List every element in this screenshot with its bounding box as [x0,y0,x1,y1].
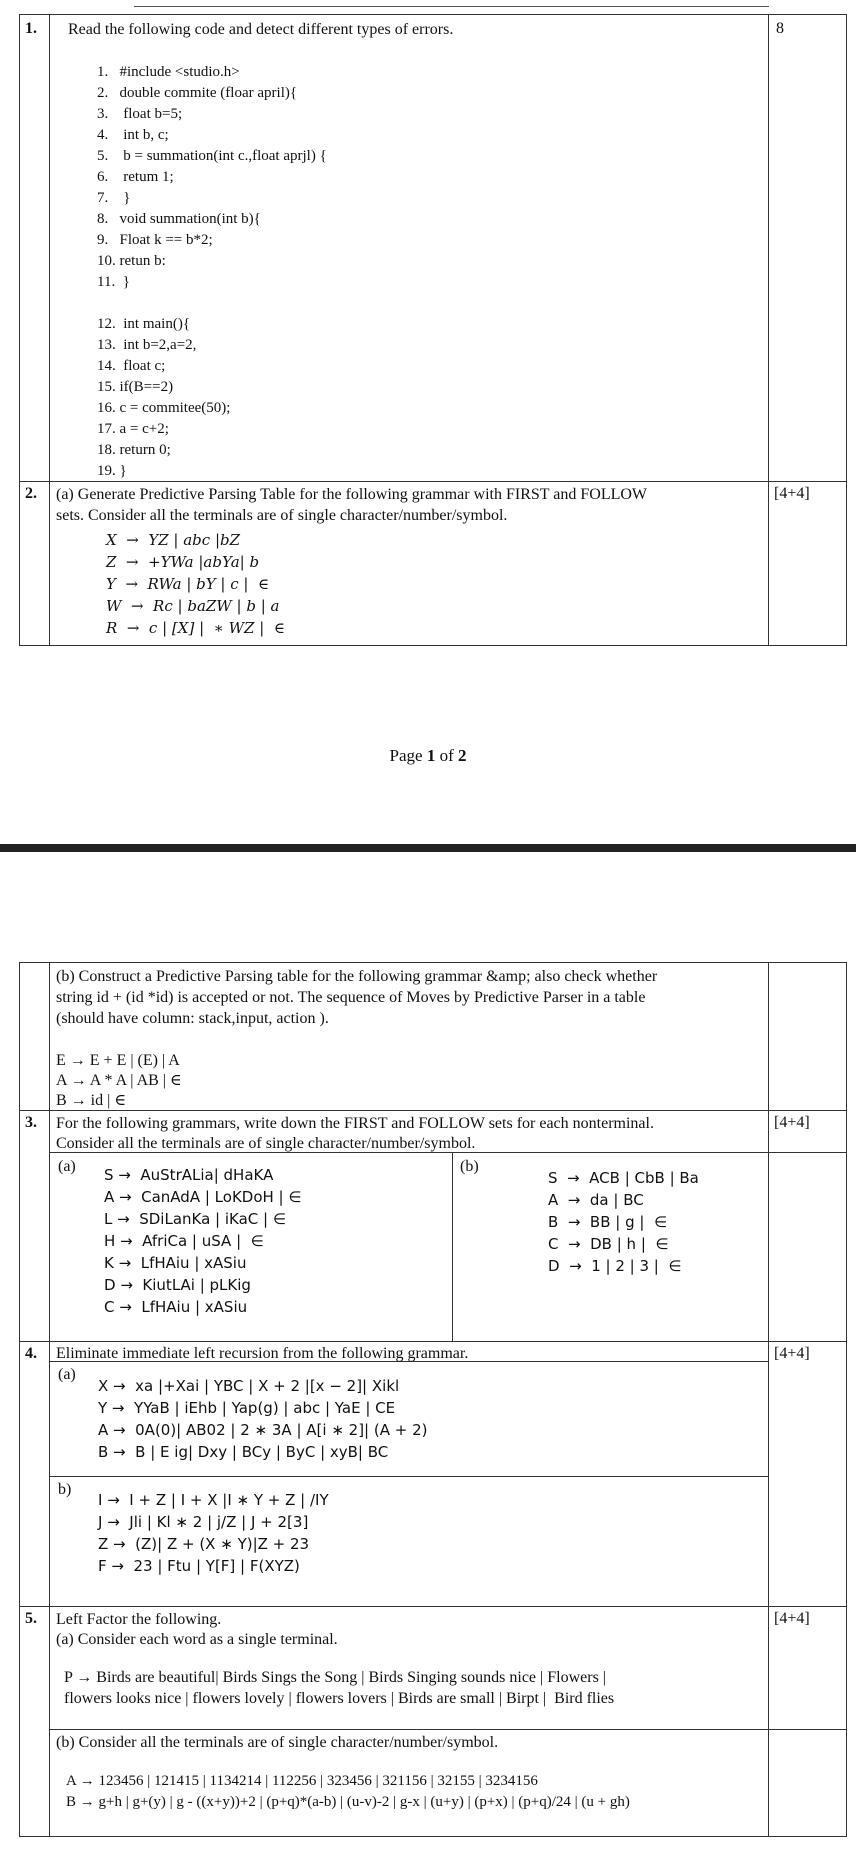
page-2 [0,846,856,1861]
grammar-rule: A → 0A(0)| AB02 | 2 ∗ 3A | A[i ∗ 2]| (A + 2) [98,1421,428,1439]
footer-current-page: 1 [426,746,436,765]
row-divider [19,1606,847,1607]
grammar-rule: X → xa |+Xai | YBC | X + 2 |[x − 2]| Xikl [98,1377,400,1395]
top-rule [134,6,769,7]
grammar-rule: F → 23 | Ftu | Y[F] | F(XYZ) [98,1557,300,1575]
table-left-border [19,14,20,646]
grammar-rule: B → BB | g | ∈ [548,1213,668,1231]
code-line: 4. int b, c; [97,127,169,143]
row-divider [19,1110,847,1111]
row-divider [19,481,847,482]
table-bottom-border [19,645,847,646]
code-line: 2. double commite (floar april){ [97,85,298,101]
question-marks: [4+4] [774,1610,810,1627]
subpart-label: (b) [460,1158,479,1175]
production-line: flowers looks nice | flowers lovely | flowers lovers | Birds are small | Birpt | Bird flies [64,1690,615,1707]
grammar-rule: L → SDiLanKa | iKaC | ∈ [104,1210,286,1228]
question-number: 5. [25,1610,37,1627]
question-text-line: (b) Construct a Predictive Parsing table for the following grammar &amp; also check whether [56,968,658,985]
code-line: 18. return 0; [97,442,171,458]
grammar-rule: B → id | ∈ [56,1092,127,1109]
footer-total-pages: 2 [457,746,467,765]
col-divider-number [49,14,50,646]
question-number: 4. [25,1345,37,1362]
subpart-label: (b) Consider all the terminals are of single character/number/symbol. [56,1734,499,1751]
grammar-rule: I → I + Z | I + X |I ∗ Y + Z | /IY [98,1491,329,1509]
code-line: 14. float c; [97,358,166,374]
code-line: 5. b = summation(int c.,float aprjl) { [97,148,327,164]
row-divider [49,1476,768,1477]
code-line: 15. if(B==2) [97,379,174,395]
grammar-rule: S → ACB | CbB | Ba [548,1169,699,1187]
question-text-line: (should have column: stack,input, action ). [56,1010,329,1027]
code-line: 6. retum 1; [97,169,174,185]
col-divider-number [49,962,50,1837]
code-line: 11. } [97,274,130,290]
question-marks: 8 [776,20,784,37]
code-line: 10. retun b: [97,253,166,269]
grammar-rule: C → DB | h | ∈ [548,1235,669,1253]
grammar-rule: S → AuStrALia| dHaKA [104,1166,274,1184]
code-line: 9. Float k == b*2; [97,232,213,248]
col-divider-marks [768,962,769,1837]
table-top-border [19,14,847,15]
question-prompt-line: (a) Generate Predictive Parsing Table for the following grammar with FIRST and FOLLOW [56,486,648,503]
question-marks: [4+4] [774,1114,810,1131]
grammar-rule: A → CanAdA | LoKDoH | ∈ [104,1188,302,1206]
grammar-rule: C → LfHAiu | xASiu [104,1298,248,1316]
grammar-rule: Y → RWa | bY | c | ∈ [106,575,270,593]
row-divider [49,1729,846,1730]
question-prompt: Eliminate immediate left recursion from the following grammar. [56,1345,469,1362]
production-line: B → g+h | g+(y) | g - ((x+y))+2 | (p+q)*(a-b) | (u-v)-2 | g-x | (u+y) | (p+x) | (p+q)/24 | (u + gh) [66,1794,630,1810]
question-marks: [4+4] [774,485,810,502]
grammar-rule: A → da | BC [548,1191,644,1209]
col-divider-subpart [452,1152,453,1342]
grammar-rule: J → Jli | Kl ∗ 2 | j/Z | J + 2[3] [98,1513,309,1531]
col-divider-marks [768,14,769,646]
grammar-rule: E → E + E | (E) | A [56,1052,180,1069]
question-prompt: Read the following code and detect different types of errors. [68,21,454,38]
subpart-label: (a) Consider each word as a single terminal. [56,1631,338,1648]
production-line: A → 123456 | 121415 | 1134214 | 112256 | 323456 | 321156 | 32155 | 3234156 [66,1773,538,1789]
code-line: 3. float b=5; [97,106,183,122]
footer-prefix: Page [389,746,427,765]
grammar-rule: W → Rc | baZW | b | a [106,597,280,615]
code-line: 7. } [97,190,131,206]
table-top-border [19,962,847,963]
question-prompt-line: For the following grammars, write down the FIRST and FOLLOW sets for each nonterminal. [56,1115,654,1132]
grammar-rule: Z → (Z)| Z + (X ∗ Y)|Z + 23 [98,1535,310,1553]
production-line: P → Birds are beautiful| Birds Sings the Song | Birds Singing sounds nice | Flowers | [64,1669,606,1686]
grammar-rule: D → KiutLAi | pLKig [104,1276,251,1294]
question-prompt-line: sets. Consider all the terminals are of single character/number/symbol. [56,507,508,524]
subpart-label: (a) [58,1366,76,1383]
grammar-rule: R → c | [X] | ∗ WZ | ∈ [106,619,285,637]
question-prompt-line: Consider all the terminals are of single character/number/symbol. [56,1135,476,1152]
code-line: 8. void summation(int b){ [97,211,261,227]
page-1 [0,0,856,840]
question-marks: [4+4] [774,1345,810,1362]
code-line: 1. #include <studio.h> [97,64,240,80]
grammar-rule: B → B | E ig| Dxy | BCy | ByC | xyB| BC [98,1443,389,1461]
subpart-label: (a) [58,1158,76,1175]
code-line: 12. int main(){ [97,316,191,332]
question-prompt: Left Factor the following. [56,1611,222,1628]
code-line: 19. } [97,463,127,479]
table-right-border [846,962,847,1837]
code-line: 17. a = c+2; [97,421,169,437]
grammar-rule: X → YZ | abc |bZ [106,531,241,549]
grammar-rule: K → LfHAiu | xASiu [104,1254,247,1272]
grammar-rule: Z → +YWa |abYa| b [106,553,260,571]
table-bottom-border [19,1836,847,1837]
question-number: 1. [25,20,37,37]
grammar-rule: H → AfriCa | uSA | ∈ [104,1232,264,1250]
code-line: 13. int b=2,a=2, [97,337,197,353]
footer-middle: of [435,746,458,765]
question-number: 2. [25,485,37,502]
question-text-line: string id + (id *id) is accepted or not. The sequence of Moves by Predictive Parser in a table [56,989,646,1006]
page-footer [0,746,856,766]
code-line: 16. c = commitee(50); [97,400,231,416]
grammar-rule: Y → YYaB | iEhb | Yap(g) | abc | YaE | CE [98,1399,396,1417]
question-number: 3. [25,1114,37,1131]
grammar-rule: A → A * A | AB | ∈ [56,1072,182,1089]
subpart-label: b) [58,1481,72,1498]
row-divider [19,1341,847,1342]
table-right-border [846,14,847,646]
grammar-rule: D → 1 | 2 | 3 | ∈ [548,1257,682,1275]
table-left-border [19,962,20,1837]
